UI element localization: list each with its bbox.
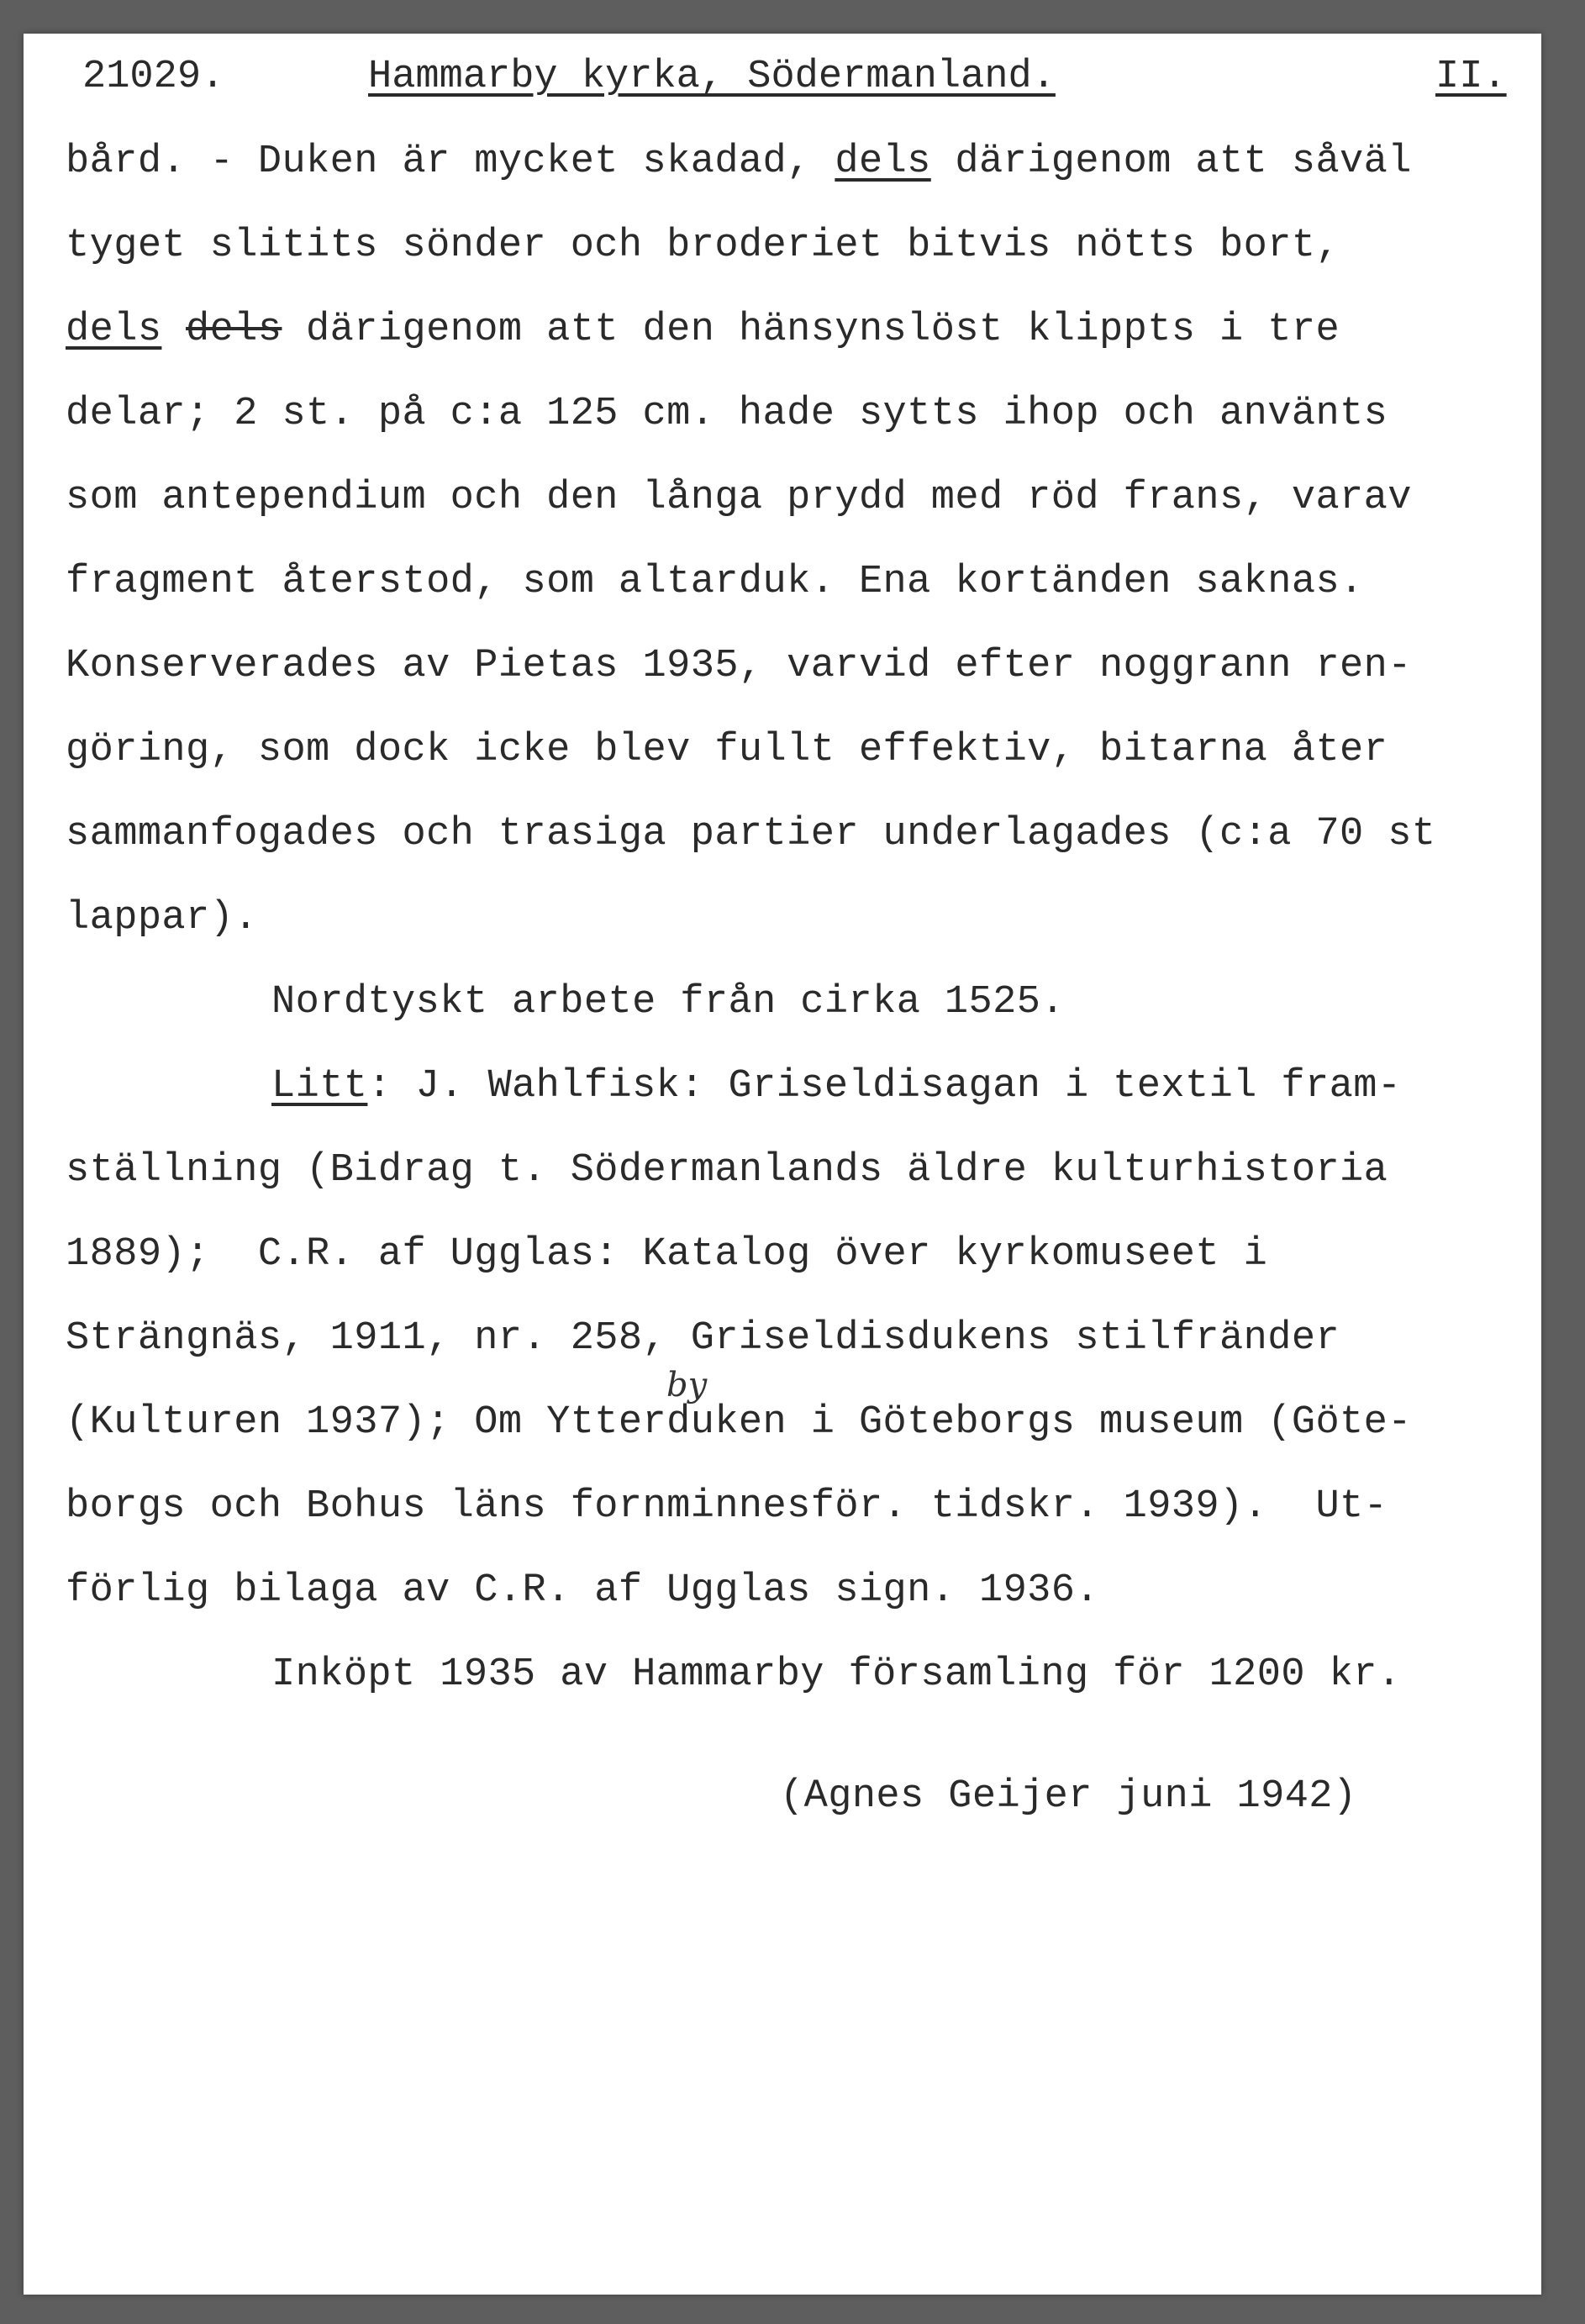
underlined-word: dels <box>835 140 931 184</box>
text-line-11: Nordtyskt arbete från cirka 1525. <box>271 980 1065 1025</box>
text-line-19: Inköpt 1935 av Hammarby församling för 1200 kr. <box>271 1652 1402 1697</box>
text-segment: bård. - Duken är mycket skadad, <box>66 140 835 184</box>
text-line-9: sammanfogades och trasiga partier underlagades (c:a 70 st <box>66 812 1436 856</box>
text-line-5: som antependium och den långa prydd med röd frans, varav <box>66 476 1412 520</box>
catalog-card <box>24 34 1541 2295</box>
text-segment: därigenom att den hänsynslöst klippts i tre <box>282 308 1340 352</box>
underlined-word: Litt <box>271 1064 368 1109</box>
text-line-14: 1889); C.R. af Ugglas: Katalog över kyrkomuseet i <box>66 1232 1268 1277</box>
text-line-12 <box>271 1063 1401 1110</box>
card-number: 21029. <box>82 55 225 99</box>
text-line-10: lappar). <box>66 896 258 941</box>
text-line-1 <box>66 139 1412 186</box>
card-title: Hammarby kyrka, Södermanland. <box>368 55 1056 99</box>
text-line-8: göring, som dock icke blev fullt effektiv, bitarna åter <box>66 728 1388 772</box>
struck-word: dels <box>186 308 282 352</box>
text-line-7: Konserverades av Pietas 1935, varvid efter noggrann ren- <box>66 644 1412 688</box>
text-line-4: delar; 2 st. på c:a 125 cm. hade sytts ihop och använts <box>66 392 1388 436</box>
text-segment: därigenom att såväl <box>930 140 1412 184</box>
text-line-15: Strängnäs, 1911, nr. 258, Griseldisdukens stilfränder <box>66 1316 1340 1361</box>
text-segment: : J. Wahlfisk: Griseldisagan i textil fram- <box>367 1064 1402 1109</box>
signature-line: (Agnes Geijer juni 1942) <box>780 1774 1357 1819</box>
text-line-3 <box>66 307 1340 354</box>
text-line-2: tyget slitits sönder och broderiet bitvis nötts bort, <box>66 224 1340 268</box>
text-line-13: ställning (Bidrag t. Södermanlands äldre kulturhistoria <box>66 1148 1388 1193</box>
card-part-number: II. <box>1435 55 1507 99</box>
text-line-6: fragment återstod, som altarduk. Ena kortänden saknas. <box>66 560 1364 604</box>
handwritten-correction: by <box>666 1366 708 1404</box>
text-line-16: (Kulturen 1937); Om Ytterduken i Göteborgs museum (Göte- <box>66 1400 1412 1445</box>
text-line-18: förlig bilaga av C.R. af Ugglas sign. 1936. <box>66 1568 1099 1613</box>
text-line-17: borgs och Bohus läns fornminnesför. tidskr. 1939). Ut- <box>66 1484 1388 1529</box>
underlined-word: dels <box>66 308 162 352</box>
